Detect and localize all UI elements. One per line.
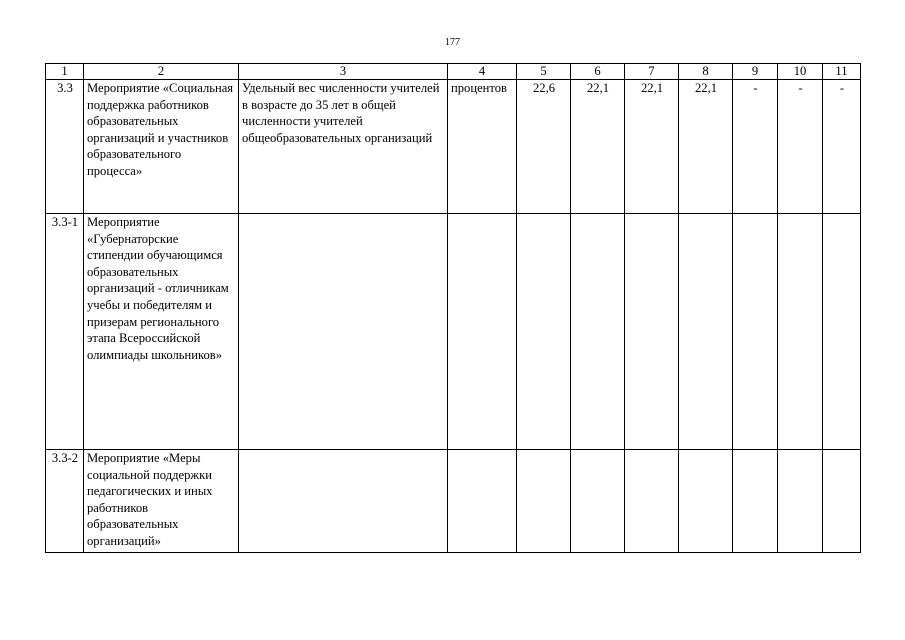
- value-cell: [778, 450, 823, 553]
- value-cell: [733, 450, 778, 553]
- value-cell: [625, 450, 679, 553]
- column-header: 9: [733, 64, 778, 80]
- value-cell: 22,1: [571, 80, 625, 214]
- table-row: [46, 214, 861, 450]
- column-header: 6: [571, 64, 625, 80]
- event-name: Мероприятие «Социальная поддержка работников образовательных организаций и участников образовательного процесса»: [84, 80, 239, 214]
- table-row: [46, 80, 861, 214]
- column-header: 5: [517, 64, 571, 80]
- row-number: 3.3-1: [46, 214, 84, 450]
- value-cell: [733, 214, 778, 450]
- value-cell: 22,1: [625, 80, 679, 214]
- value-cell: [679, 214, 733, 450]
- column-header: 7: [625, 64, 679, 80]
- value-cell: [778, 214, 823, 450]
- indicators-table: [45, 63, 861, 553]
- column-header: 11: [823, 64, 861, 80]
- value-cell: [571, 214, 625, 450]
- indicator-name: [239, 450, 448, 553]
- unit-cell: [448, 450, 517, 553]
- value-cell: -: [823, 80, 861, 214]
- value-cell: -: [778, 80, 823, 214]
- unit-cell: процентов: [448, 80, 517, 214]
- column-header: 2: [84, 64, 239, 80]
- value-cell: [823, 450, 861, 553]
- page-number: 177: [445, 37, 460, 48]
- value-cell: [823, 214, 861, 450]
- indicator-name: [239, 214, 448, 450]
- table-header-row: [46, 64, 861, 80]
- column-header: 1: [46, 64, 84, 80]
- value-cell: [679, 450, 733, 553]
- event-name: Мероприятие «Губернаторские стипендии обучающимся образовательных организаций - отличникам учебы и победителям и призерам регионального этапа Всероссийской олимпиады школьников»: [84, 214, 239, 450]
- value-cell: [571, 450, 625, 553]
- table-row: [46, 450, 861, 553]
- row-number: 3.3: [46, 80, 84, 214]
- value-cell: 22,1: [679, 80, 733, 214]
- unit-cell: [448, 214, 517, 450]
- column-header: 4: [448, 64, 517, 80]
- value-cell: 22,6: [517, 80, 571, 214]
- value-cell: [625, 214, 679, 450]
- row-number: 3.3-2: [46, 450, 84, 553]
- value-cell: [517, 450, 571, 553]
- column-header: 8: [679, 64, 733, 80]
- value-cell: [517, 214, 571, 450]
- event-name: Мероприятие «Меры социальной поддержки педагогических и иных работников образовательных организаций»: [84, 450, 239, 553]
- indicator-name: Удельный вес численности учителей в возрасте до 35 лет в общей численности учителей общеобразовательных организаций: [239, 80, 448, 214]
- value-cell: -: [733, 80, 778, 214]
- column-header: 10: [778, 64, 823, 80]
- column-header: 3: [239, 64, 448, 80]
